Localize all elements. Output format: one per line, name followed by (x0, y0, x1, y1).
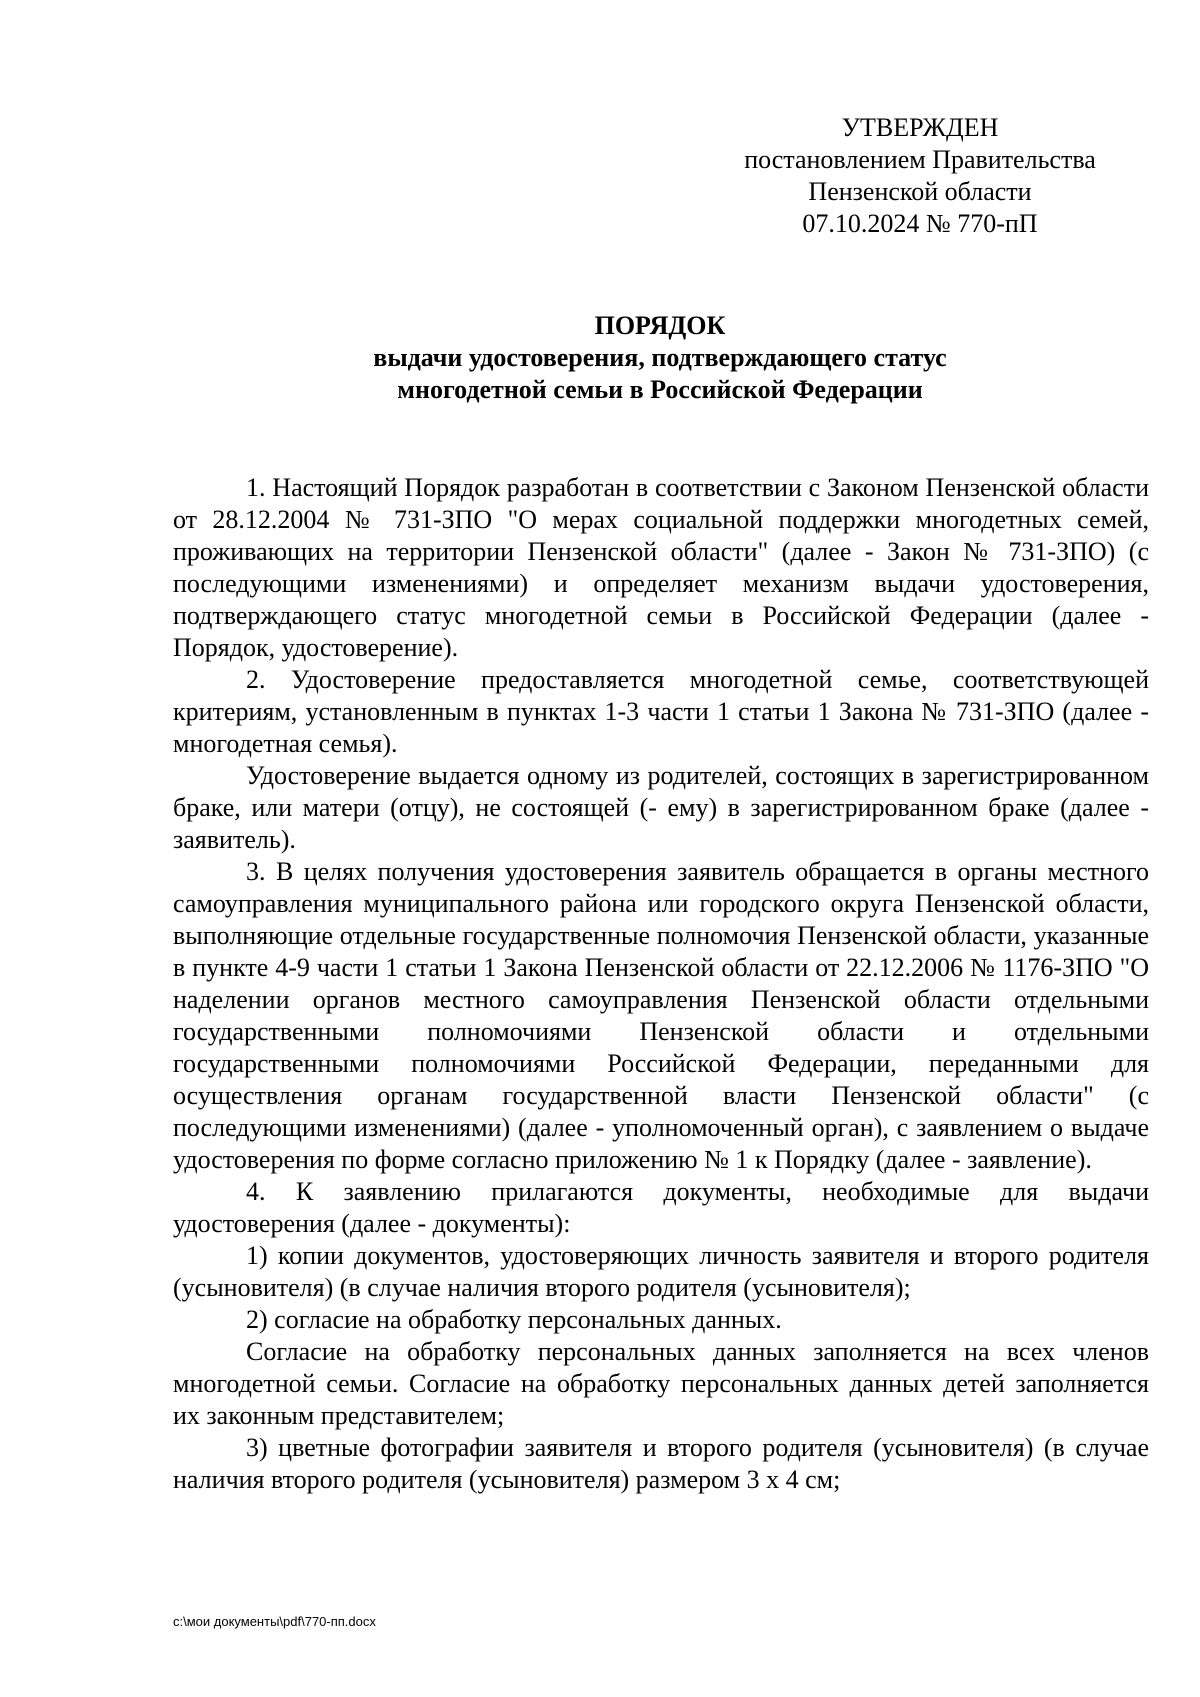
document-body (173, 472, 1149, 1496)
paragraph: 3. В целях получения удостоверения заявитель обращается в органы местного самоуправления муниципального района или городского округа Пензенской области, выполняющие отдельные государственные полномочия Пензенской области, указанные в пункте 4-9 части 1 статьи 1 Закона Пензенской области от 22.12.2006 № 1176-ЗПО "О наделении органов местного самоуправления Пензенской области отдельными государственными полномочиями Пензенской области и отдельными государственными полномочиями Российской Федерации, переданными для осуществления органам государственной власти Пензенской области" (с последующими изменениями) (далее - уполномоченный орган), с заявлением о выдаче удостоверения по форме согласно приложению № 1 к Порядку (далее - заявление). (173, 857, 1149, 1174)
title-subtitle-line-2: многодетной семьи в Российской Федерации (397, 375, 923, 404)
paragraph: Удостоверение выдается одному из родителей, состоящих в зарегистрированном браке, или матери (отцу), не состоящей (- ему) в зарегистрированном браке (далее - заявитель). (173, 761, 1149, 854)
paragraph: Согласие на обработку персональных данных заполняется на всех членов многодетной семьи. Согласие на обработку персональных данных детей заполняется их законным представителем; (173, 1337, 1149, 1430)
paragraph: 2) согласие на обработку персональных данных. (246, 1305, 782, 1334)
paragraph: 2. Удостоверение предоставляется многодетной семье, соответствующей критериям, установленным в пунктах 1-3 части 1 статьи 1 Закона № 731-ЗПО (далее - многодетная семья). (173, 665, 1149, 758)
paragraph: 4. К заявлению прилагаются документы, необходимые для выдачи удостоверения (далее - документы): (173, 1177, 1149, 1238)
title-heading: ПОРЯДОК (594, 311, 726, 340)
document-title (170, 310, 1150, 406)
footer-file-path: c:\мои документы\pdf\770-пп.docx (173, 1614, 376, 1629)
approval-line-approved: УТВЕРЖДЕН (841, 113, 999, 142)
paragraph: 3) цветные фотографии заявителя и второго родителя (усыновителя) (в случае наличия второго родителя (усыновителя) размером 3 х 4 см; (173, 1433, 1149, 1494)
approval-line-date-number: 07.10.2024 № 770-пП (802, 209, 1038, 238)
paragraph: 1) копии документов, удостоверяющих личность заявителя и второго родителя (усыновителя) (в случае наличия второго родителя (усыновителя); (173, 1241, 1149, 1302)
title-subtitle-line-1: выдачи удостоверения, подтверждающего статус (373, 343, 947, 372)
paragraph: 1. Настоящий Порядок разработан в соответствии с Законом Пензенской области от 28.12.2004 № 731-ЗПО "О мерах социальной поддержки многодетных семей, проживающих на территории Пензенской области" (далее - Закон № 731-ЗПО) (с последующими изменениями) и определяет механизм выдачи удостоверения, подтверждающего статус многодетной семьи в Российской Федерации (далее - Порядок, удостоверение). (173, 473, 1149, 662)
approval-stamp (700, 112, 1140, 240)
approval-line-region: Пензенской области (808, 177, 1032, 206)
approval-line-resolution: постановлением Правительства (744, 145, 1096, 174)
